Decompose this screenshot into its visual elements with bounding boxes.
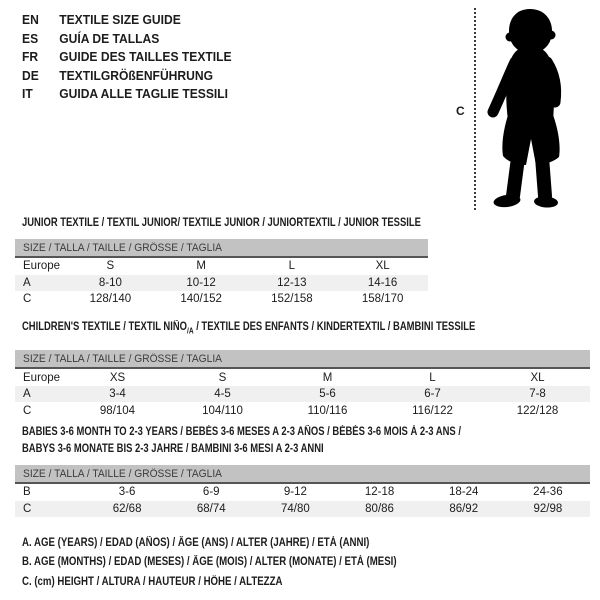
cell: S — [218, 371, 227, 384]
babies-size-table — [15, 465, 590, 517]
row-label: Europe — [23, 260, 61, 273]
cell: 8-10 — [65, 275, 156, 292]
table-row-months — [15, 483, 590, 501]
table-row-europe — [15, 257, 428, 275]
row-label: A — [15, 275, 65, 292]
cell: 86/92 — [422, 501, 506, 518]
junior-table-title: JUNIOR TEXTILE / TEXTIL JUNIOR/ TEXTILE JUNIOR / JUNIORTEXTIL / JUNIOR TESSILE — [22, 217, 421, 229]
cell: 74/80 — [253, 501, 337, 518]
size-header-row — [15, 350, 590, 368]
cell: 12-18 — [364, 486, 395, 499]
cell: 80/86 — [337, 501, 421, 518]
baby-silhouette-icon — [482, 6, 578, 210]
lang-title: TEXTILE SIZE GUIDE — [59, 12, 181, 27]
lang-row-es — [22, 30, 232, 49]
row-label: C — [23, 404, 32, 417]
cell: 152/158 — [271, 293, 313, 306]
lang-title: GUIDE DES TAILLES TEXTILE — [59, 49, 232, 65]
lang-code: FR — [22, 49, 39, 65]
children-textile-section — [15, 321, 590, 419]
cell: XS — [109, 371, 126, 384]
lang-title: GUIDA ALLE TAGLIE TESSILI — [59, 86, 229, 102]
cell: 92/98 — [506, 501, 590, 518]
cell: 6-9 — [202, 486, 220, 499]
junior-textile-section — [15, 217, 428, 308]
row-label: C — [15, 501, 85, 518]
cell: 110/116 — [307, 404, 348, 417]
footnote-b: B. AGE (MONTHS) / EDAD (MESES) / ÂGE (MOIS) / ALTER (MONATE) / ETÀ (MESI) — [22, 556, 397, 569]
lang-row-en — [22, 11, 232, 30]
lang-row-fr — [22, 48, 232, 67]
cell: 9-12 — [283, 486, 307, 499]
cell: L — [429, 371, 436, 384]
cell: M — [196, 260, 206, 273]
cell: 3-4 — [65, 386, 170, 403]
cell: 128/140 — [89, 293, 132, 306]
cell: 10-12 — [156, 275, 247, 292]
size-header: SIZE / TALLA / TAILLE / GRÖSSE / TAGLIA — [15, 350, 590, 368]
height-dotted-line-icon — [474, 8, 476, 210]
size-header: SIZE / TALLA / TAILLE / GRÖSSE / TAGLIA — [15, 239, 428, 257]
size-header: SIZE / TALLA / TAILLE / GRÖSSE / TAGLIA — [15, 465, 590, 483]
cell: L — [288, 260, 296, 273]
lang-title: GUÍA DE TALLAS — [59, 30, 160, 46]
row-label: C — [23, 293, 32, 306]
lang-code: DE — [22, 67, 39, 83]
height-measure-label: C — [456, 104, 465, 118]
junior-size-table — [15, 239, 428, 308]
cell: 122/128 — [516, 404, 559, 417]
size-header-row — [15, 465, 590, 483]
cell: 98/104 — [99, 404, 136, 417]
cell: 116/122 — [412, 404, 453, 417]
cell: 7-8 — [485, 386, 590, 403]
row-label: B — [23, 486, 31, 499]
cell: 104/110 — [202, 404, 243, 417]
cell: S — [106, 260, 115, 273]
table-row-europe — [15, 368, 590, 386]
babies-title-line1: BABIES 3-6 MONTH TO 2-3 YEARS / BEBÉS 3-6 MESES A 2-3 AÑOS / BÉBÉS 3-6 MOIS À 2-3 ANS / — [22, 426, 461, 438]
table-row-height — [15, 501, 590, 518]
lang-row-it — [22, 85, 232, 104]
cell: 14-16 — [337, 275, 428, 292]
cell: 3-6 — [118, 486, 136, 499]
cell: 68/74 — [169, 501, 253, 518]
footnote-a: A. AGE (YEARS) / EDAD (AÑOS) / ÂGE (ANS) / ALTER (JAHRE) / ETÀ (ANNI) — [22, 537, 370, 549]
cell: XL — [375, 260, 390, 273]
children-table-title: CHILDREN'S TEXTILE / TEXTIL $NIÑO_{/A}$ / TEXTILE DES ENFANTS / KINDERTEXTIL / BAMBINI TESSILE — [22, 321, 476, 336]
row-label: A — [15, 386, 65, 403]
babies-title-line2: BABYS 3-6 MONATE BIS 2-3 JAHRE / BAMBINI 3-6 MESI A 2-3 ANNI — [22, 443, 324, 455]
language-title-list — [22, 11, 247, 104]
babies-table-title — [22, 424, 488, 458]
cell: 4-5 — [170, 386, 275, 403]
row-label: Europe — [23, 371, 61, 384]
subscript: /A — [187, 326, 194, 336]
cell: 24-36 — [533, 486, 563, 499]
legend-footnotes — [22, 534, 468, 592]
cell: 12-13 — [247, 275, 338, 292]
cell: 62/68 — [85, 501, 169, 518]
cell: 5-6 — [275, 386, 380, 403]
footnote-c: C. (cm) HEIGHT / ALTURA / HAUTEUR / HÖHE / ALTEZZA — [22, 575, 283, 588]
babies-textile-section — [15, 424, 590, 517]
table-row-age — [15, 275, 428, 292]
lang-code: EN — [22, 12, 39, 27]
cell: 6-7 — [380, 386, 485, 403]
cell: 140/152 — [180, 293, 222, 306]
lang-code: ES — [22, 30, 39, 46]
cell: 18-24 — [448, 486, 479, 499]
cell: M — [322, 371, 333, 384]
lang-title: TEXTILGRÖßENFÜHRUNG — [59, 67, 214, 83]
cell: XL — [530, 371, 545, 384]
lang-code: IT — [22, 86, 33, 102]
table-row-height — [15, 291, 428, 308]
table-row-height — [15, 402, 590, 419]
cell: 158/170 — [361, 293, 404, 306]
size-header-row — [15, 239, 428, 257]
children-size-table — [15, 350, 590, 419]
lang-row-de — [22, 67, 232, 86]
table-row-age — [15, 386, 590, 403]
